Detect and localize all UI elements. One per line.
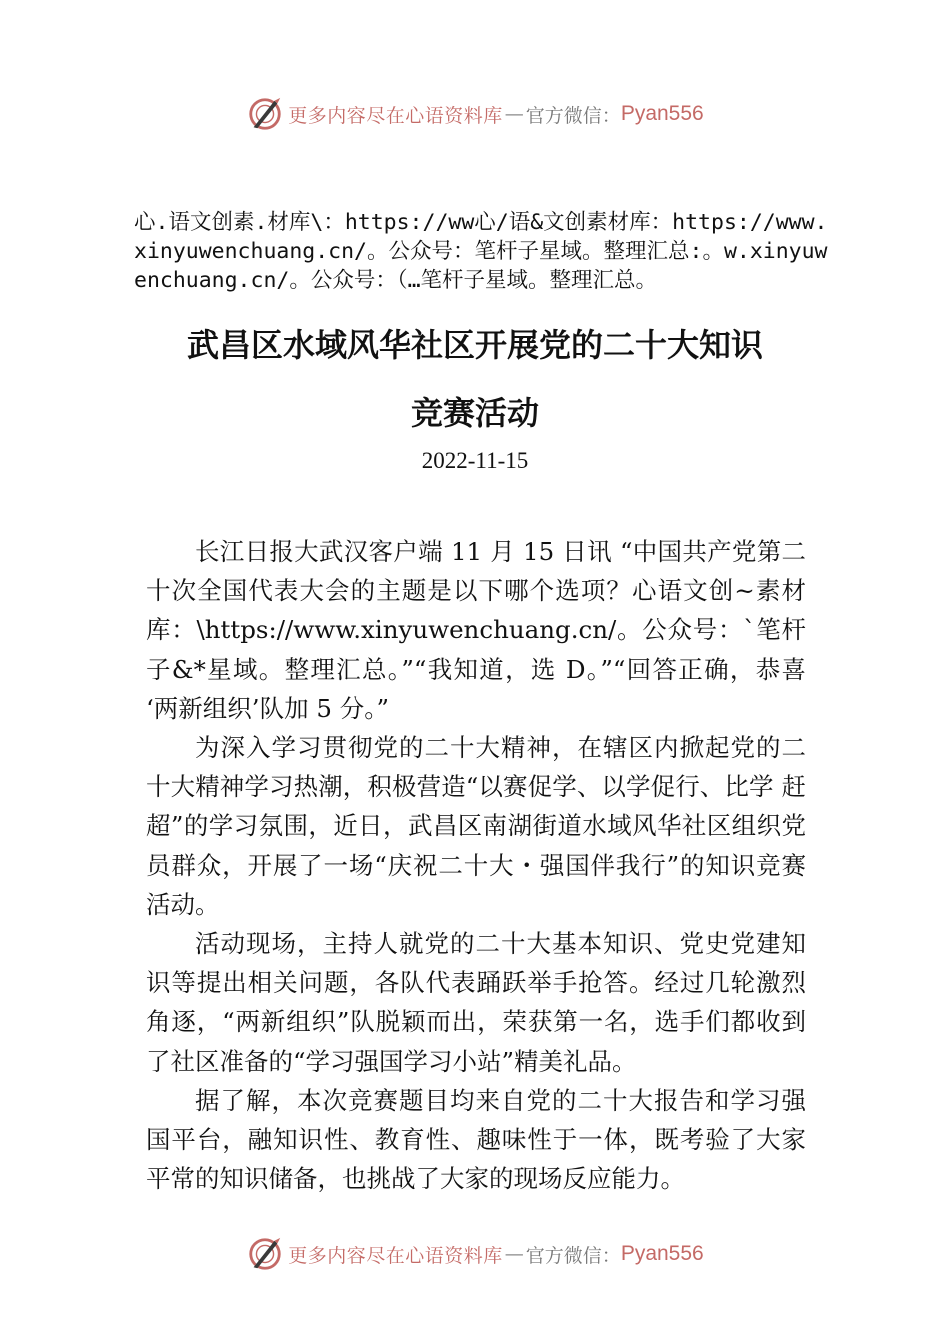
paragraph: 长江日报大武汉客户端 11 月 15 日讯 “中国共产党第二十次全国代表大会的主题是以下哪个选项？心语文创~素材库：\https://www.xinyuwenchuang.cn/。公众号：`笔杆子&*星域。整理汇总。”“我知道，选 D。”“回答正确，恭喜 ‘两新组织’队加 5 分。”: [146, 537, 806, 723]
quill-logo-icon: [246, 1235, 284, 1273]
article-title-line1: 武昌区水域风华社区开展党的二十大知识: [186, 326, 763, 364]
article-body: [146, 532, 806, 1198]
watermark-text: 心.语文创素.材库\：https://ww心/语&文创素材库：https://www.xinyuwenchuang.cn/。公众号：笔杆子星域。整理汇总:。w.xinyuwenchuang.cn/。公众号：（…笔杆子星域。整理汇总。: [134, 210, 828, 293]
banner-wechat-id: Pyan556: [620, 1242, 704, 1265]
banner-official-label: 官方微信：: [525, 104, 621, 127]
quill-logo-icon: [246, 95, 284, 133]
banner-text: 更多内容尽在心语资料库: [288, 1244, 503, 1267]
banner-separator: —: [504, 103, 524, 125]
banner-wechat-id: Pyan556: [620, 102, 704, 125]
paragraph: 据了解，本次竞赛题目均来自党的二十大报告和学习强国平台，融知识性、教育性、趣味性于一体，既考验了大家平常的知识储备，也挑战了大家的现场反应能力。: [146, 1085, 806, 1194]
footer-banner: [0, 1232, 950, 1276]
banner-text: 更多内容尽在心语资料库: [288, 104, 503, 127]
article-title-line2: 竞赛活动: [410, 394, 539, 432]
header-banner: [0, 92, 950, 136]
paragraph: 为深入学习贯彻党的二十大精神，在辖区内掀起党的二十大精神学习热潮，积极营造“以赛促学、以学促行、比学 赶超”的学习氛围，近日，武昌区南湖街道水域风华社区组织党员群众，开展了一场“庆祝二十大・强国伴我行”的知识竞赛活动。: [146, 733, 806, 919]
banner-separator: —: [504, 1243, 524, 1265]
banner-official-label: 官方微信：: [525, 1244, 621, 1267]
article-date: 2022-11-15: [421, 448, 529, 473]
paragraph: 活动现场，主持人就党的二十大基本知识、党史党建知识等提出相关问题，各队代表踊跃举手抢答。经过几轮激烈角逐，“两新组织”队脱颖而出，荣获第一名，选手们都收到了社区准备的“学习强国学习小站”精美礼品。: [146, 929, 806, 1076]
